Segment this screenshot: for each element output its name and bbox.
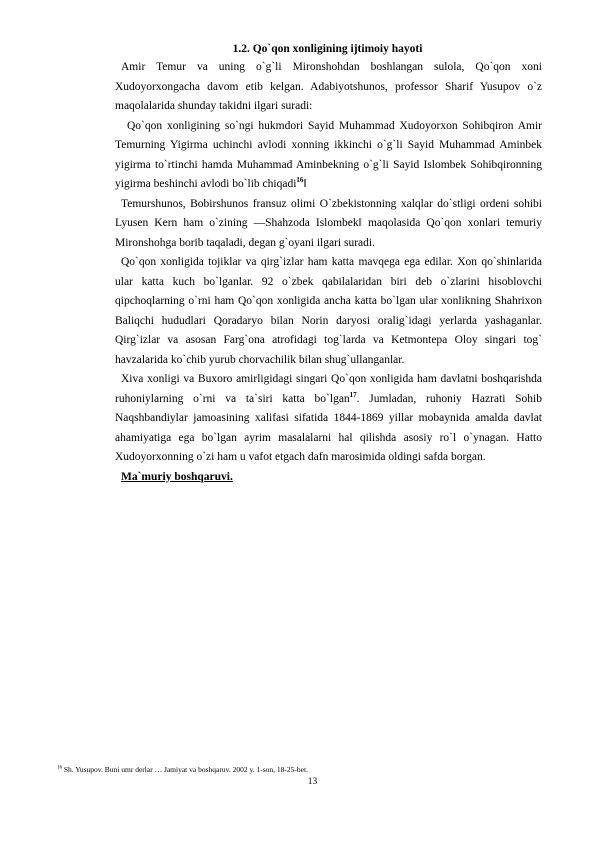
paragraph-1-text: Amir Temur va uning o`g`li Mironshohdan boshlangan sulola, Qo`qon xoni Xudoyorxongacha davom etib kelgan. Adabiyotshunos, professor Sharif Yusupov o`z maqolalarida shunday takidni ilgari suradi: [115,61,542,112]
footnote-number: 16 [57,765,62,771]
quote-close-mark: ‖ [303,178,307,190]
paragraph-5 [115,370,542,468]
paragraph-4-text: Qo`qon xonligida tojiklar va qirg`izlar ham katta mavqega ega edilar. Xon qo`shinlarida ular katta kuch bo`lganlar. 92 o`zbek qabilalaridan biri deb o`zlarini hisoblovchi qipchoqlarning o`rni ham Qo`qon xonligida ancha katta bo`lgan ular xonlikning Shahrixon Baliqchi hududlari Qoradaryo bilan Norin daryosi oralig`idagi yerlarda yashaganlar. Qirg`izlar va asosan Farg`ona atrofidagi tog`larda va Ketmontepa Oloy singari tog` havzalarida ko`chib yurub chorvachilik bilan shug`ullanganlar. [115,256,542,366]
subsection-title-text: Ma`muriy boshqaruvi. [121,470,233,483]
paragraph-5-text-b: . Jumladan, ruhoniy Hazrati Sohib Naqshbandiylar jamoasining xalifasi sifatida 1844-1869 yillar mobaynida amalda davlat ahamiyatiga ega bo`lgan ayrim masalalarni hal qilishda asosiy ro`l o`ynagan. Hatto Xudoyorxonning o`zi ham u vafot etgach dafn marosimida oldingi safda borgan. [115,392,542,463]
paragraph-quote [115,117,542,195]
paragraph-5-text-a: Xiva xonligi va Buxoro amirligidagi singari Qo`qon xonligida ham davlatni boshqarishda ruhoniylarning o`rni va ta`siri katta bo`lgan [115,373,542,405]
subsection-title [115,468,542,488]
quote-text: Qo`qon xonligining so`ngi hukmdori Sayid Muhammad Xudoyorxon Sohibqiron Amir Temurning Yigirma uchinchi avlodi xonning ikkinchi o`g`li Sayid Muhammad Aminbek yigirma to`rtinchi hamda Muhammad Aminbekning o`g`li Sayid Islombek Sohibqironning yigirma beshinchi avlodi bo`lib chiqadi [115,119,542,190]
paragraph-4 [115,253,542,370]
footnote-text: Sh. Yusupov. Buni umr derlar … Jamiyat va boshqaruv. 2002 y. 1-son, 18-25-bet. [63,765,308,774]
footnote-ref-17[interactable]: 17 [349,390,357,399]
body-text [115,58,542,487]
section-heading: 1.2. Qo`qon xonligining ijtimoiy hayoti [232,43,423,55]
footnote-ref-16[interactable]: 16 [296,176,304,185]
paragraph-3 [115,195,542,254]
footnote [57,765,537,775]
paragraph-3-text: Temurshunos, Bobirshunos fransuz olimi O`zbekistonning xalqlar do`stligi ordeni sohibi Lyusen Kern ham o`zining ―Shahzoda Islombek‖ maqolasida Qo`qon xonlari temuriy Mironshohga borib taqaladi, degan g`oyani ilgari suradi. [115,197,542,249]
page-number: 13 [307,777,318,787]
paragraph-1 [115,58,542,117]
